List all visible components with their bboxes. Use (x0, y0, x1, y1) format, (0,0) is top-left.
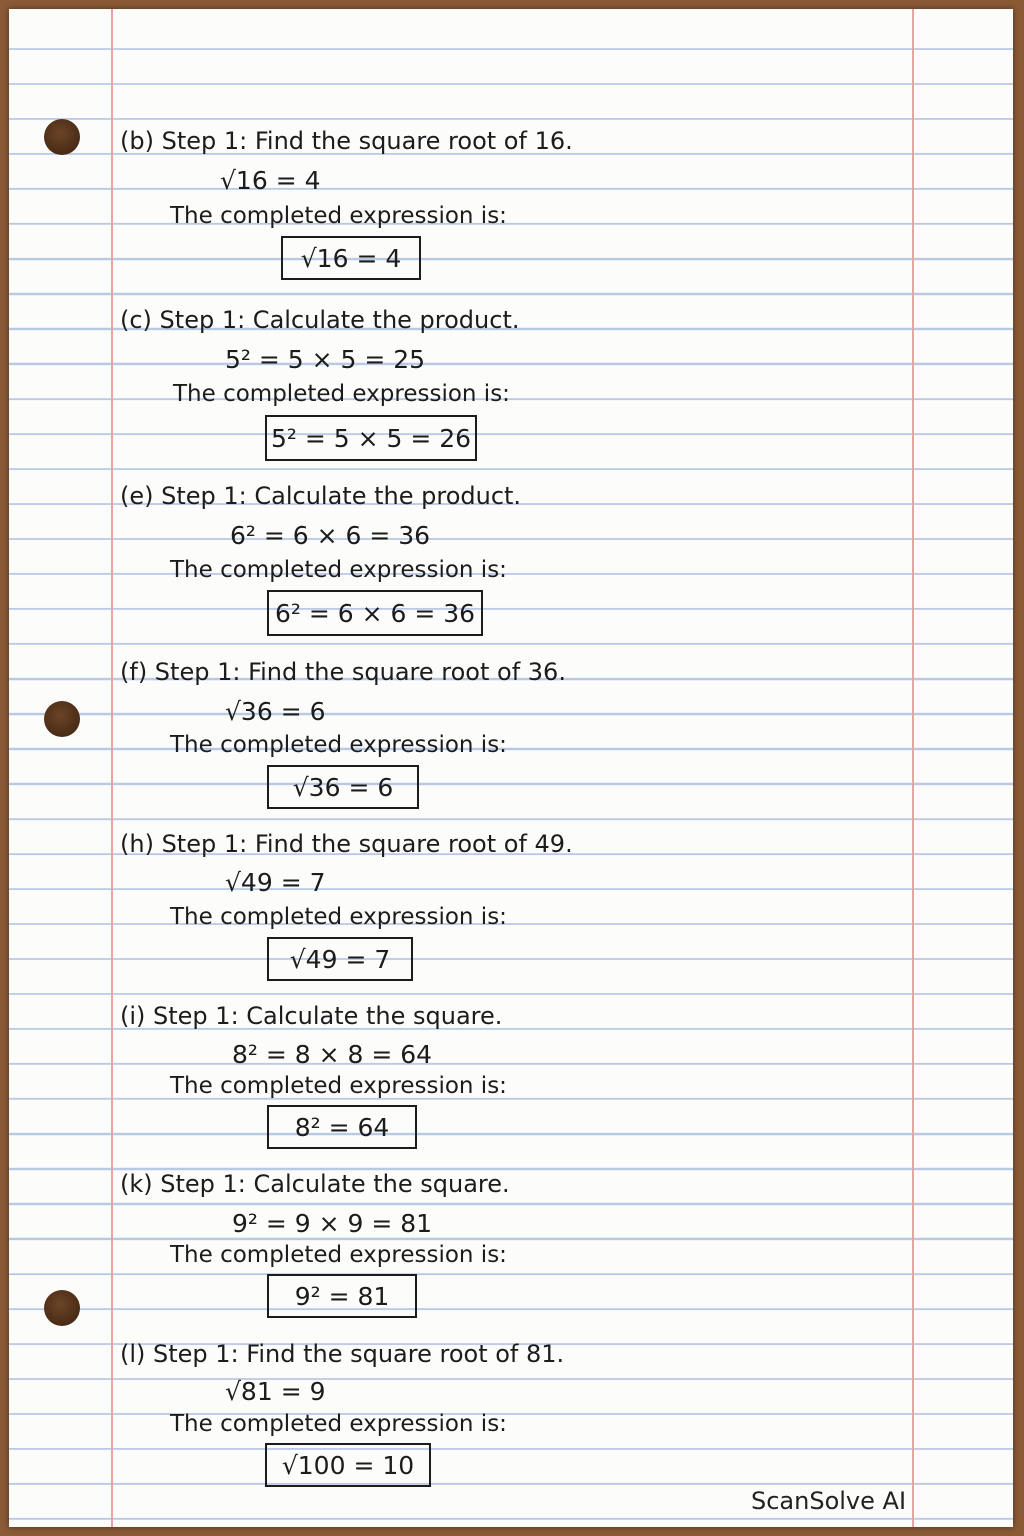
punch-hole (44, 701, 80, 737)
problem-f-intro: The completed expression is: (170, 732, 507, 758)
problem-c-step: (c) Step 1: Calculate the product. (120, 306, 520, 334)
problem-f-work: √36 = 6 (225, 697, 326, 726)
notebook-page (9, 9, 1013, 1527)
problem-l-intro: The completed expression is: (170, 1411, 507, 1437)
problem-k-work: 9² = 9 × 9 = 81 (232, 1209, 433, 1238)
problem-h-intro: The completed expression is: (170, 904, 507, 930)
problem-k-step: (k) Step 1: Calculate the square. (120, 1170, 510, 1198)
problem-i-intro: The completed expression is: (170, 1073, 507, 1099)
problem-e-work: 6² = 6 × 6 = 36 (230, 521, 431, 550)
problem-h-step: (h) Step 1: Find the square root of 49. (120, 830, 573, 858)
right-margin-line (912, 9, 914, 1527)
problem-l-answer-box: √100 = 10 (265, 1443, 431, 1487)
brand-watermark: ScanSolve AI (751, 1487, 907, 1515)
problem-h-work: √49 = 7 (225, 868, 326, 897)
problem-c-work: 5² = 5 × 5 = 25 (225, 345, 426, 374)
problem-i-answer-box: 8² = 64 (267, 1105, 417, 1149)
problem-i-step: (i) Step 1: Calculate the square. (120, 1002, 503, 1030)
problem-h-answer-box: √49 = 7 (267, 937, 413, 981)
problem-k-intro: The completed expression is: (170, 1242, 507, 1268)
problem-e-step: (e) Step 1: Calculate the product. (120, 482, 522, 510)
punch-hole (44, 119, 80, 155)
problem-c-intro: The completed expression is: (173, 381, 510, 407)
problem-l-work: √81 = 9 (225, 1377, 326, 1406)
problem-b-step: (b) Step 1: Find the square root of 16. (120, 127, 573, 155)
problem-f-step: (f) Step 1: Find the square root of 36. (120, 658, 566, 686)
problem-k-answer-box: 9² = 81 (267, 1274, 417, 1318)
punch-hole (44, 1290, 80, 1326)
problem-l-step: (l) Step 1: Find the square root of 81. (120, 1340, 565, 1368)
problem-c-answer-box: 5² = 5 × 5 = 26 (265, 415, 477, 461)
left-margin-line (111, 9, 113, 1527)
problem-e-intro: The completed expression is: (170, 557, 507, 583)
problem-f-answer-box: √36 = 6 (267, 765, 419, 809)
problem-b-intro: The completed expression is: (170, 203, 507, 229)
problem-b-work: √16 = 4 (220, 166, 321, 195)
problem-e-answer-box: 6² = 6 × 6 = 36 (267, 590, 483, 636)
problem-i-work: 8² = 8 × 8 = 64 (232, 1040, 433, 1069)
problem-b-answer-box: √16 = 4 (281, 236, 421, 280)
